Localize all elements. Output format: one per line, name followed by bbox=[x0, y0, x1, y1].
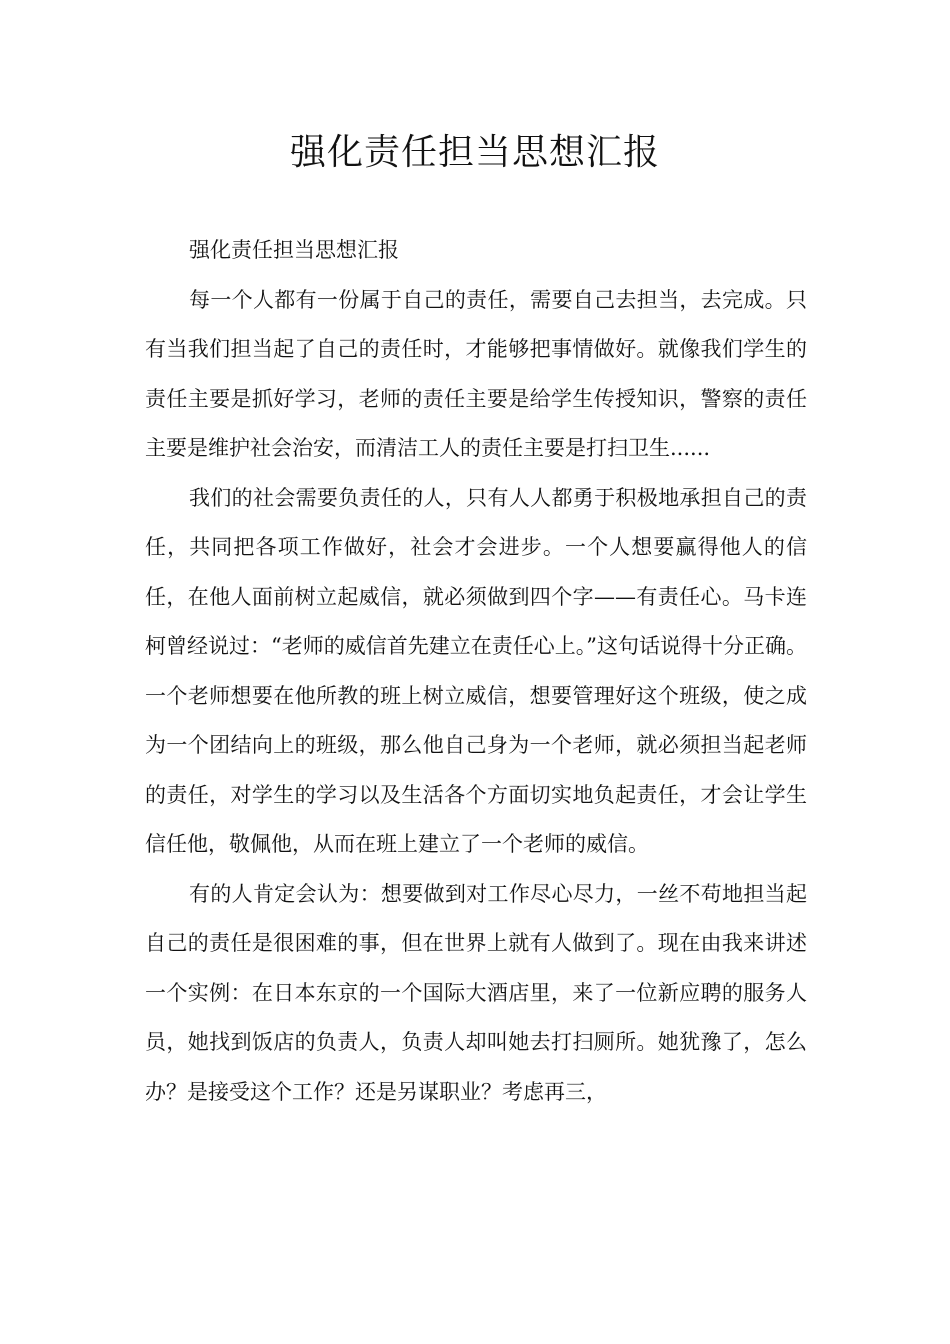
document-body bbox=[145, 226, 807, 1117]
paragraph-2: 我们的社会需要负责任的人，只有人人都勇于积极地承担自己的责任，共同把各项工作做好，社会才会进步。一个人想要赢得他人的信任，在他人面前树立起威信，就必须做到四个字——有责任心。马卡连柯曾经说过：“老师的威信首先建立在责任心上。”这句话说得十分正确。一个老师想要在他所教的班上树立威信，想要管理好这个班级，使之成为一个团结向上的班级，那么他自己身为一个老师，就必须担当起老师的责任，对学生的学习以及生活各个方面切实地负起责任，才会让学生信任他，敬佩他，从而在班上建立了一个老师的威信。 bbox=[145, 485, 807, 856]
paragraph-subtitle: 强化责任担当思想汇报 bbox=[189, 238, 399, 262]
paragraph-1: 每一个人都有一份属于自己的责任，需要自己去担当，去完成。只有当我们担当起了自己的责任时，才能够把事情做好。就像我们学生的责任主要是抓好学习，老师的责任主要是给学生传授知识，警察的责任主要是维护社会治安，而清洁工人的责任主要是打扫卫生...... bbox=[145, 287, 807, 460]
document-title: 强化责任担当思想汇报 bbox=[289, 132, 660, 173]
paragraph-3: 有的人肯定会认为：想要做到对工作尽心尽力，一丝不苟地担当起自己的责任是很困难的事，但在世界上就有人做到了。现在由我来讲述一个实例：在日本东京的一个国际大酒店里，来了一位新应聘的服务人员，她找到饭店的负责人，负责人却叫她去打扫厕所。她犹豫了，怎么办？是接受这个工作？还是另谋职业？考虑再三， bbox=[145, 881, 807, 1104]
